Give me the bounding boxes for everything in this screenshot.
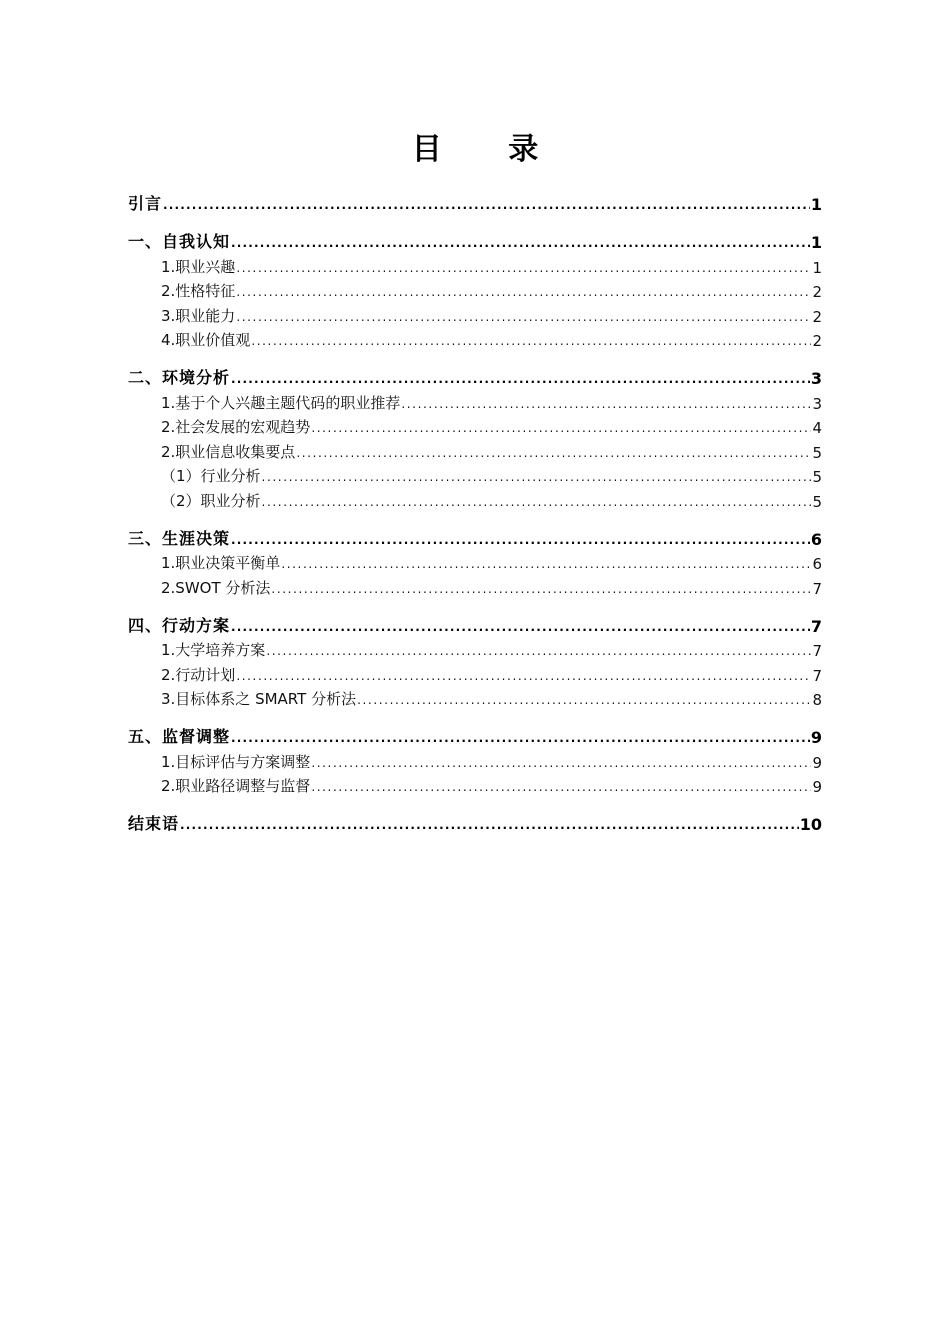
toc-entry-label: 三、生涯决策	[128, 528, 231, 548]
page-title: 目 录	[411, 132, 567, 167]
toc-subsection-entry[interactable]	[128, 685, 822, 710]
toc-leader-dots	[311, 747, 811, 772]
toc-page-number: 5	[812, 492, 822, 511]
toc-entry-label: 1.职业兴趣	[161, 257, 236, 276]
toc-section-entry[interactable]	[128, 360, 822, 388]
toc-page-number: 9	[812, 778, 822, 796]
toc-leader-dots	[236, 252, 811, 277]
toc-page-number: 9	[810, 728, 822, 747]
toc-entry-label: 2.SWOT 分析法	[161, 578, 271, 597]
toc-leader-dots	[401, 388, 811, 413]
toc-entry-label: 引言	[128, 194, 163, 213]
toc-subsection-entry[interactable]	[128, 573, 822, 598]
toc-leader-dots	[262, 486, 812, 511]
toc-entry-label: （1）行业分析	[161, 467, 261, 485]
toc-entry-label: 2.职业路径调整与监督	[161, 777, 311, 795]
toc-subsection-entry[interactable]	[128, 388, 822, 413]
toc-entry-label: 1.大学培养方案	[161, 641, 266, 659]
toc-entry-label: 2.行动计划	[161, 665, 236, 684]
toc-leader-dots	[231, 224, 810, 252]
toc-page-number: 7	[812, 666, 822, 685]
toc-page-number: 7	[812, 579, 822, 598]
toc-section-entry[interactable]	[128, 719, 822, 747]
toc-page-number: 1	[810, 195, 822, 214]
toc-leader-dots	[271, 573, 811, 598]
toc-leader-dots	[296, 437, 811, 462]
toc-section-entry[interactable]	[128, 806, 822, 834]
toc-subsection-entry[interactable]	[128, 772, 822, 797]
toc-page-number: 2	[812, 283, 822, 301]
toc-page-number: 6	[810, 529, 822, 549]
toc-page-number: 1	[810, 233, 822, 252]
toc-subsection-entry[interactable]	[128, 413, 822, 438]
toc-subsection-entry[interactable]	[128, 486, 822, 511]
toc-page-number: 5	[812, 443, 822, 462]
toc-leader-dots	[311, 413, 811, 438]
toc-page-number: 7	[812, 642, 822, 660]
toc-page-number: 9	[812, 753, 822, 772]
toc-entry-label: 4.职业价值观	[161, 331, 251, 349]
toc-section-entry[interactable]	[128, 186, 822, 214]
toc-subsection-entry[interactable]	[128, 549, 822, 574]
toc-entry-label: 1.职业决策平衡单	[161, 554, 281, 572]
toc-page-number: 2	[812, 307, 822, 326]
toc-subsection-entry[interactable]	[128, 747, 822, 772]
toc-page-number: 5	[812, 468, 822, 486]
toc-section-entry[interactable]	[128, 224, 822, 252]
toc-subsection-entry[interactable]	[128, 277, 822, 302]
toc-leader-dots	[231, 360, 810, 388]
toc-leader-dots	[236, 301, 811, 326]
toc-page-number: 8	[812, 691, 822, 709]
table-of-contents	[128, 186, 822, 834]
toc-subsection-entry[interactable]	[128, 326, 822, 351]
toc-entry-label: 2.职业信息收集要点	[161, 442, 296, 461]
toc-leader-dots	[311, 772, 811, 797]
toc-page-number: 4	[812, 419, 822, 437]
toc-subsection-entry[interactable]	[128, 252, 822, 277]
toc-leader-dots	[262, 462, 812, 487]
toc-entry-label: 3.目标体系之 SMART 分析法	[161, 690, 357, 708]
toc-subsection-entry[interactable]	[128, 660, 822, 685]
toc-leader-dots	[236, 277, 811, 302]
toc-leader-dots	[266, 636, 811, 661]
toc-entry-label: 1.基于个人兴趣主题代码的职业推荐	[161, 393, 401, 412]
toc-entry-label: 四、行动方案	[128, 615, 231, 635]
toc-entry-label: 五、监督调整	[128, 727, 231, 746]
toc-entry-label: 一、自我认知	[128, 232, 231, 251]
toc-leader-dots	[357, 685, 811, 710]
toc-entry-label: （2）职业分析	[161, 491, 261, 510]
toc-section-entry[interactable]	[128, 521, 822, 549]
toc-subsection-entry[interactable]	[128, 437, 822, 462]
toc-leader-dots	[231, 719, 810, 747]
toc-entry-label: 二、环境分析	[128, 368, 231, 387]
toc-subsection-entry[interactable]	[128, 636, 822, 661]
toc-leader-dots	[163, 186, 810, 214]
toc-leader-dots	[236, 660, 811, 685]
toc-leader-dots	[180, 806, 799, 834]
toc-leader-dots	[251, 326, 811, 351]
toc-page-number: 3	[810, 369, 822, 388]
toc-section-entry[interactable]	[128, 608, 822, 636]
toc-page-number: 1	[812, 258, 822, 277]
toc-page-number: 2	[812, 332, 822, 350]
toc-entry-label: 2.社会发展的宏观趋势	[161, 418, 311, 436]
toc-entry-label: 2.性格特征	[161, 282, 236, 300]
toc-leader-dots	[231, 608, 810, 636]
toc-page-number: 6	[812, 555, 822, 573]
toc-page-number: 7	[810, 616, 822, 636]
toc-entry-label: 结束语	[128, 814, 180, 833]
toc-subsection-entry[interactable]	[128, 462, 822, 487]
toc-entry-label: 3.职业能力	[161, 306, 236, 325]
toc-leader-dots	[281, 549, 811, 574]
toc-page-number: 3	[812, 394, 822, 413]
toc-entry-label: 1.目标评估与方案调整	[161, 752, 311, 771]
toc-leader-dots	[231, 521, 810, 549]
toc-subsection-entry[interactable]	[128, 301, 822, 326]
toc-page-number: 10	[799, 815, 822, 834]
